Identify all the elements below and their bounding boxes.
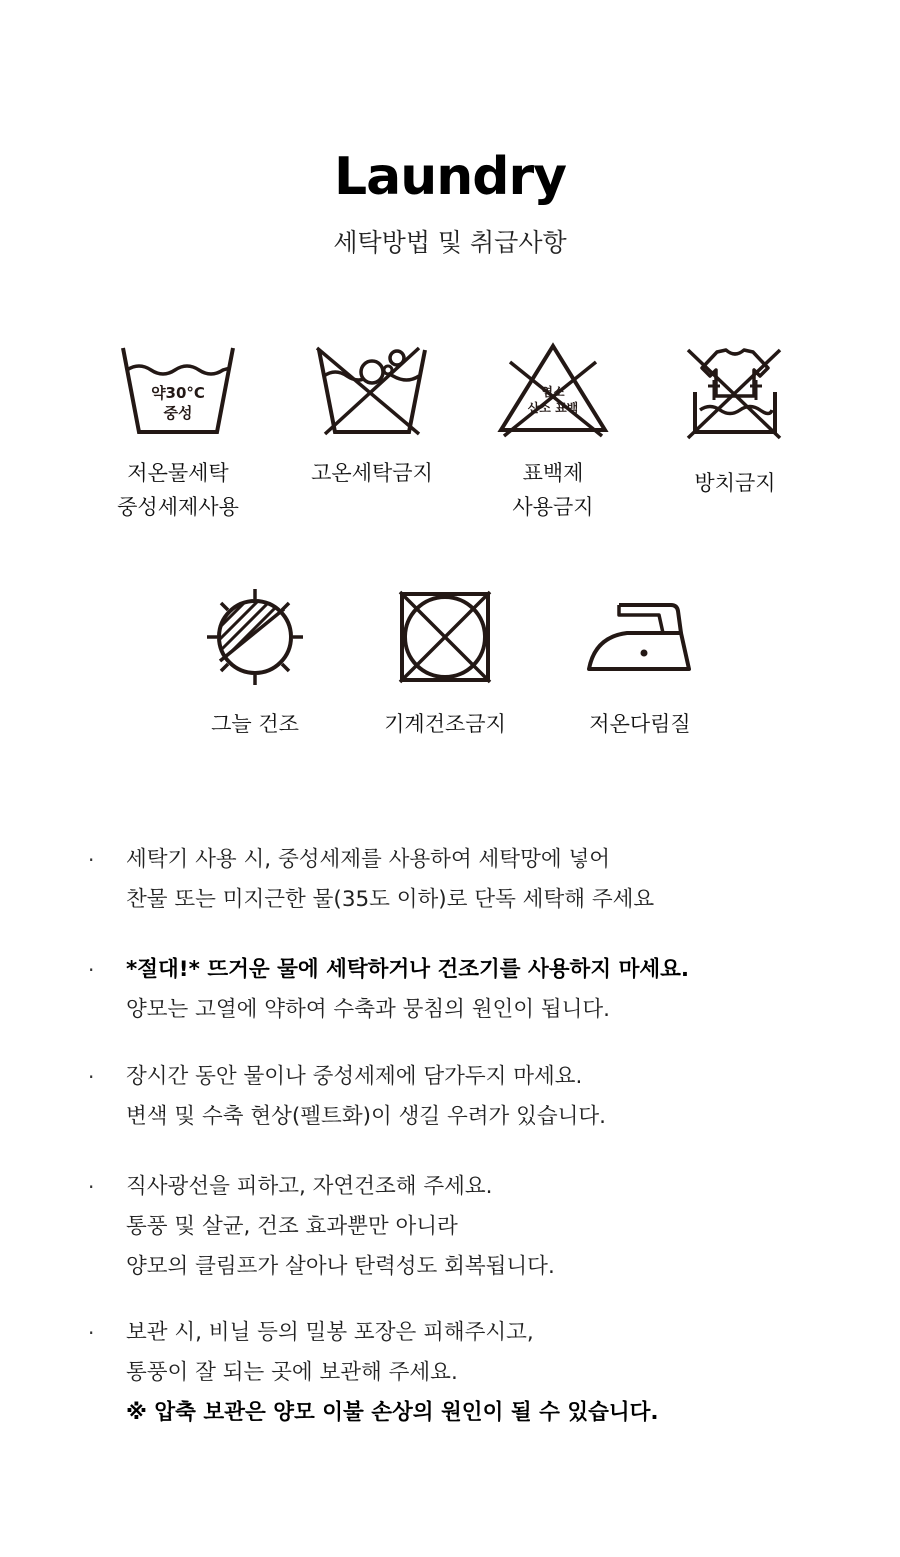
note-line: 세탁기 사용 시, 중성세제를 사용하여 세탁망에 넣어 [126, 847, 610, 872]
no-bleach-label: 표백제 사용금지 [512, 461, 594, 519]
shade-dry-icon [180, 585, 330, 689]
no-hot-wash-icon [297, 340, 447, 440]
no-machine-dry-icon [370, 585, 520, 689]
low-iron-icon-cell [565, 585, 715, 745]
note-line: 통풍이 잘 되는 곳에 보관해 주세요. [126, 1360, 458, 1385]
wash-label: 저온물세탁 중성세제사용 [117, 461, 239, 519]
note-line: 변색 및 수축 현상(펠트화)이 생길 우려가 있습니다. [126, 1104, 606, 1129]
bullet-dot: · [88, 1065, 95, 1089]
wash-temp-text: 약30°C [151, 384, 205, 402]
note-line: 찬물 또는 미지근한 물(35도 이하)로 단독 세탁해 주세요 [126, 887, 655, 912]
note-line: 장시간 동안 물이나 중성세제에 담가두지 마세요. [126, 1064, 583, 1089]
no-hot-wash-icon-cell [297, 340, 447, 530]
no-hot-wash-label: 고온세탁금지 [311, 461, 433, 485]
bullet-dot: · [88, 1321, 95, 1345]
wash-30c-neutral-icon-cell [103, 340, 253, 530]
wash-neutral-text: 중성 [163, 404, 193, 422]
low-iron-icon [565, 585, 715, 689]
no-leave-icon [660, 340, 810, 440]
note-line: 직사광선을 피하고, 자연건조해 주세요. [126, 1174, 493, 1199]
page-title: Laundry [333, 147, 567, 207]
note-line: 양모의 클림프가 살아나 탄력성도 회복됩니다. [126, 1254, 555, 1279]
note-line-emphasis: *절대!* 뜨거운 물에 세탁하거나 건조기를 사용하지 마세요. [126, 957, 690, 982]
bleach-chlorine-text: 염소 [541, 385, 565, 399]
no-machine-dry-label: 기계건조금지 [384, 712, 506, 736]
no-machine-dry-icon-cell [370, 585, 520, 745]
care-note [88, 840, 846, 920]
note-line: 양모는 고열에 약하여 수축과 뭉침의 원인이 됩니다. [126, 997, 610, 1022]
bleach-oxygen-text: 산소 표백 [527, 401, 579, 415]
no-leave-icon-cell [660, 340, 810, 530]
no-bleach-icon [478, 340, 628, 440]
wash-tub-icon [103, 340, 253, 440]
care-note [88, 1167, 846, 1287]
note-line: 통풍 및 살균, 건조 효과뿐만 아니라 [126, 1214, 458, 1239]
no-bleach-icon-cell [478, 340, 628, 530]
bullet-dot: · [88, 958, 95, 982]
care-note [88, 950, 846, 1030]
note-line-emphasis: ※ 압축 보관은 양모 이불 손상의 원인이 될 수 있습니다. [126, 1400, 659, 1425]
page-subtitle: 세탁방법 및 취급사항 [333, 228, 567, 257]
shade-dry-icon-cell [180, 585, 330, 745]
bullet-dot: · [88, 848, 95, 872]
no-leave-label: 방치금지 [694, 471, 776, 495]
care-note [88, 1057, 846, 1137]
shade-dry-label: 그늘 건조 [211, 712, 299, 736]
low-iron-label: 저온다림질 [589, 712, 691, 736]
care-note [88, 1313, 846, 1433]
note-line: 보관 시, 비닐 등의 밀봉 포장은 피해주시고, [126, 1320, 534, 1345]
bullet-dot: · [88, 1175, 95, 1199]
